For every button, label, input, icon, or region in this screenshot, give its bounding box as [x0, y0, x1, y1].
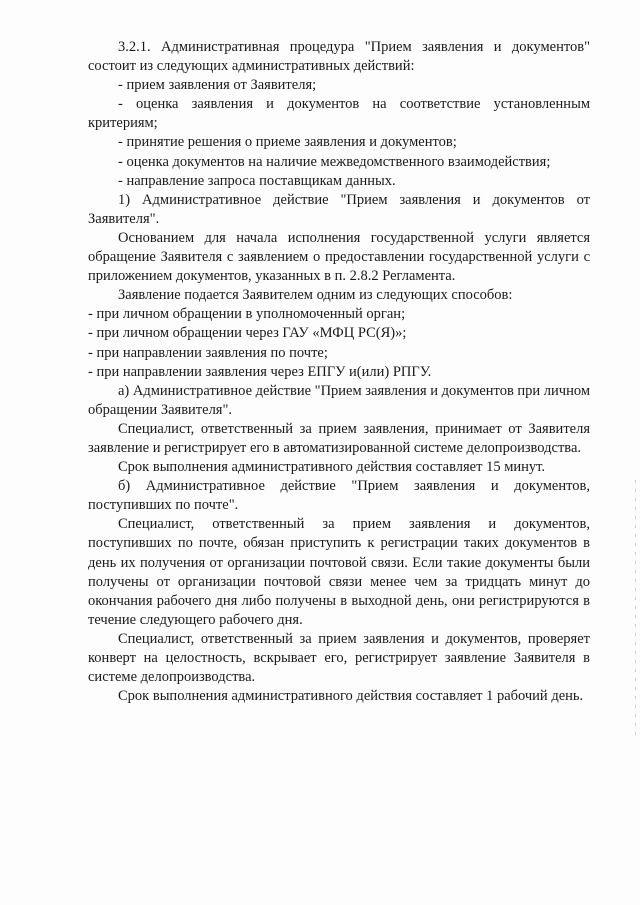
- list-item-mail: - при направлении заявления по почте;: [88, 344, 328, 361]
- paragraph-submission-methods: Заявление подается Заявителем одним из следующих способов:: [118, 287, 513, 304]
- list-item-personal-authority: - при личном обращении в уполномоченный орган;: [88, 306, 406, 323]
- document-body: [88, 38, 590, 706]
- paragraph-action-1: 1) Административное действие "Прием заявления и документов от Заявителя".: [88, 191, 590, 227]
- paragraph-procedure-intro: 3.2.1. Административная процедура "Прием заявления и документов" состоит из следующих административных действий:: [88, 39, 590, 75]
- list-item-receipt: - прием заявления от Заявителя;: [118, 77, 317, 94]
- list-item-portal: - при направлении заявления через ЕПГУ и(или) РПГУ.: [88, 363, 432, 380]
- list-item-interagency: - оценка документов на наличие межведомственного взаимодействия;: [118, 153, 551, 170]
- paragraph-basis: Основанием для начала исполнения государственной услуги является обращение Заявителя с заявлением о предоставлении государственной услуги с приложением документов, указанных в п. 2.8.2 Регламента.: [88, 229, 590, 285]
- paragraph-term-15-minutes: Срок выполнения административного действия составляет 15 минут.: [118, 459, 546, 476]
- paragraph-term-1-day: Срок выполнения административного действия составляет 1 рабочий день.: [118, 688, 584, 705]
- list-item-request: - направление запроса поставщикам данных.: [118, 172, 396, 189]
- paragraph-action-b: б) Административное действие "Прием заявления и документов, поступивших по почте".: [88, 478, 590, 514]
- paragraph-mail-registration: Специалист, ответственный за прием заявления и документов, поступивших по почте, обязан приступить к регистрации таких документов в день их получения от организации почтовой связи. Если такие документы были получены от организации почтовой связи менее чем за тридцать минут до окончания рабочего дня либо получены в выходной день, они регистрируются в течение следующего рабочего дня.: [88, 516, 590, 628]
- paragraph-specialist-registration: Специалист, ответственный за прием заявления, принимает от Заявителя заявление и регистрирует его в автоматизированной системе делопроизводства.: [88, 420, 590, 456]
- paragraph-action-a: а) Административное действие "Прием заявления и документов при личном обращении Заявителя".: [88, 382, 591, 418]
- list-item-decision: - принятие решения о приеме заявления и документов;: [118, 134, 457, 151]
- list-item-personal-mfc: - при личном обращении через ГАУ «МФЦ РС(Я)»;: [88, 325, 407, 342]
- list-item-assessment: - оценка заявления и документов на соответствие установленным критериям;: [88, 96, 590, 132]
- scan-artifact-line: [635, 480, 636, 740]
- paragraph-envelope-check: Специалист, ответственный за прием заявления и документов, проверяет конверт на целостность, вскрывает его, регистрирует заявление Заявителя в системе делопроизводства.: [88, 630, 590, 686]
